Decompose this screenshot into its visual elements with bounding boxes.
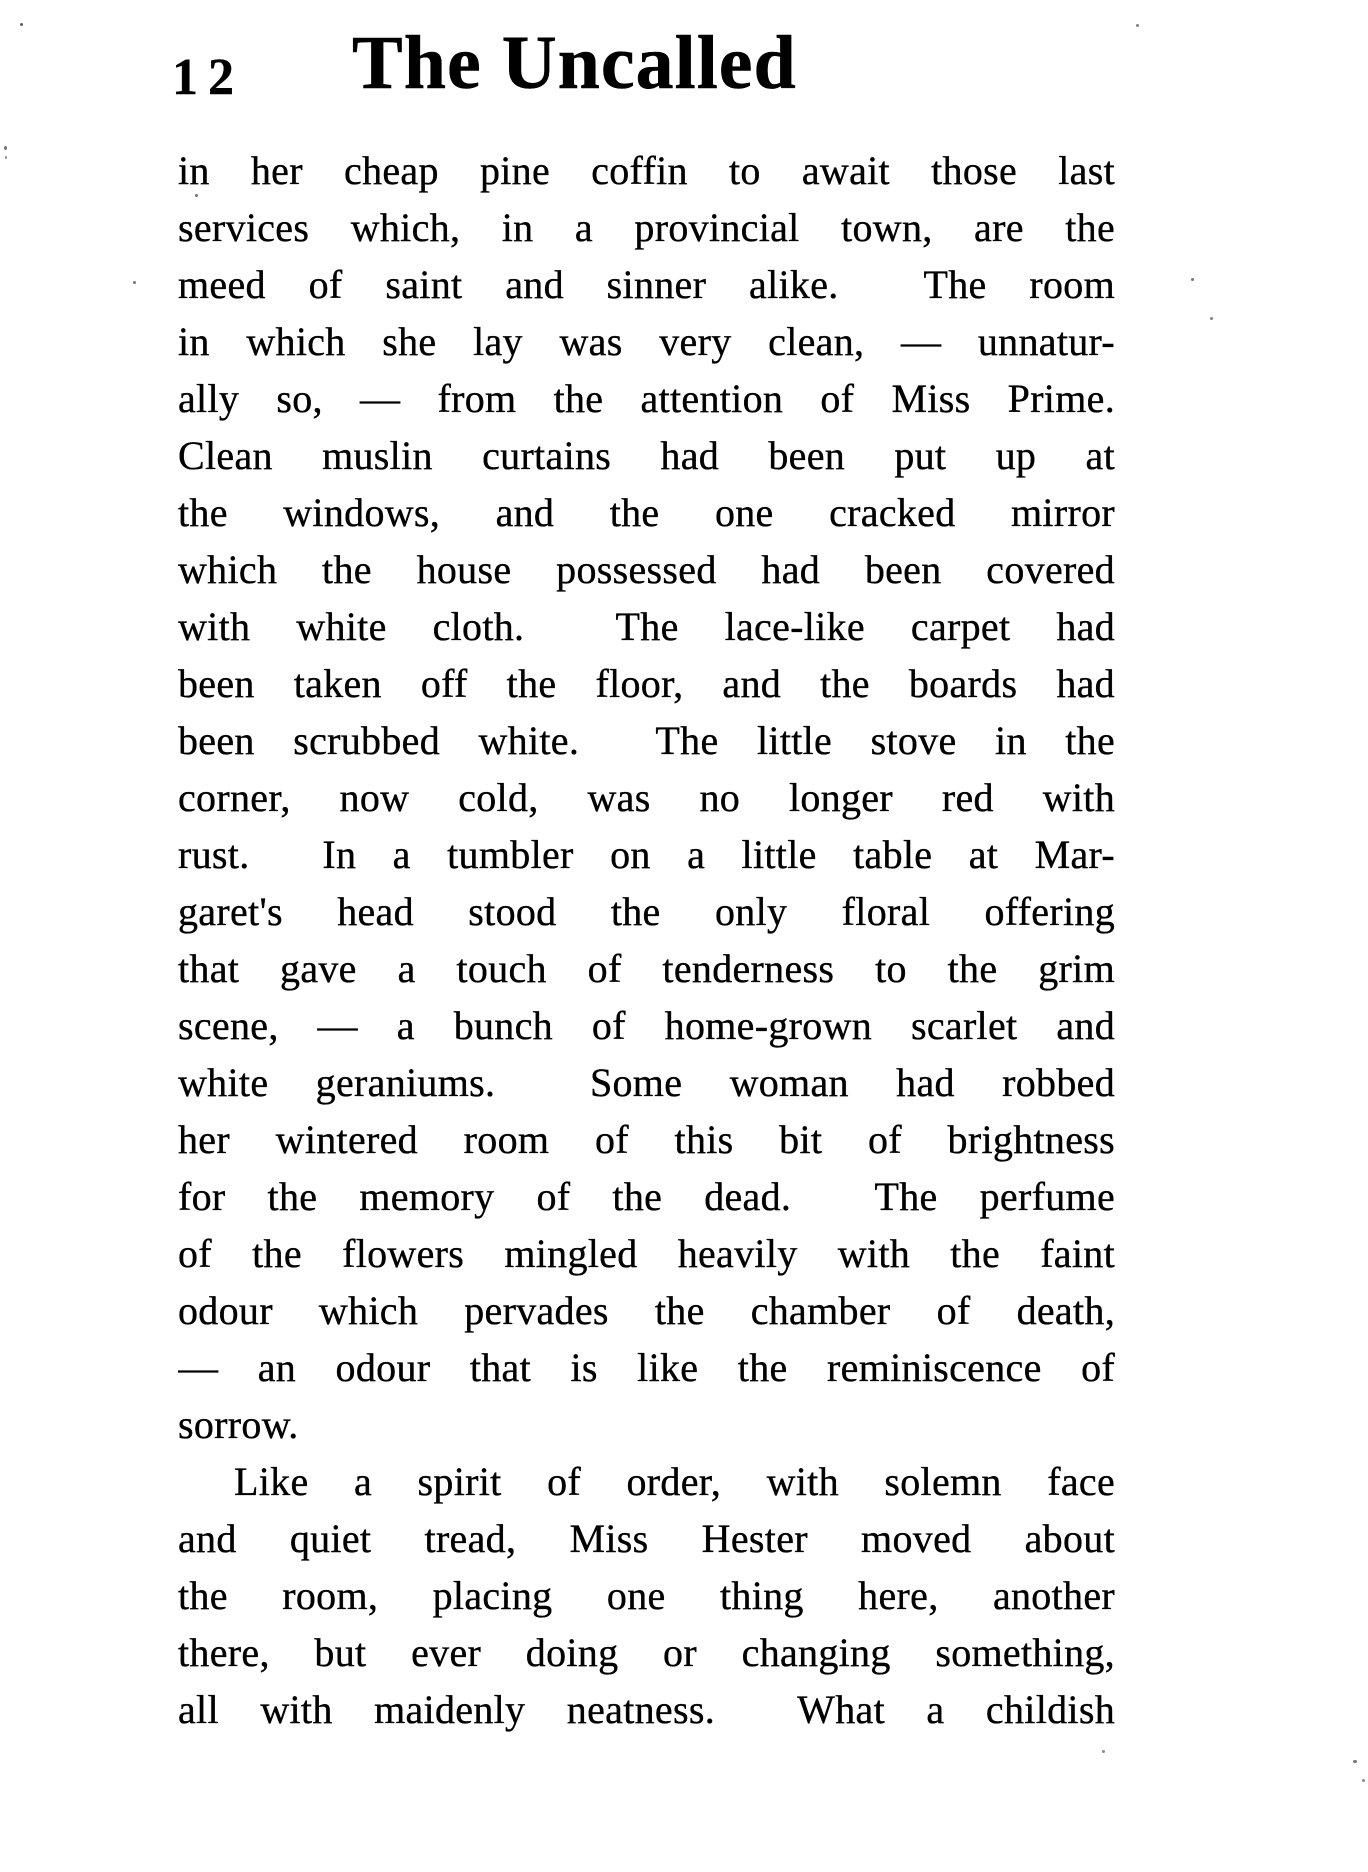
text-line: white geraniums. Some woman had robbed <box>178 1060 1115 1105</box>
text-line: the windows, and the one cracked mirror <box>178 490 1115 535</box>
scan-speck <box>5 156 7 159</box>
text-line: odour which pervades the chamber of death, <box>178 1288 1115 1333</box>
text-line: services which, in a provincial town, are the <box>178 205 1115 250</box>
scan-speck <box>20 23 23 26</box>
scan-speck <box>195 194 198 197</box>
text-line: been scrubbed white. The little stove in the <box>178 718 1115 763</box>
text-line: her wintered room of this bit of brightness <box>178 1117 1115 1162</box>
text-line: meed of saint and sinner alike. The room <box>178 262 1115 307</box>
text-line: rust. In a tumbler on a little table at Mar- <box>178 832 1115 877</box>
text-line: with white cloth. The lace-like carpet had <box>178 604 1115 649</box>
scan-speck <box>1210 317 1213 320</box>
text-line: of the flowers mingled heavily with the faint <box>178 1231 1115 1276</box>
text-line: been taken off the floor, and the boards had <box>178 661 1115 706</box>
text-line: ally so, — from the attention of Miss Prime. <box>178 376 1115 421</box>
text-line: — an odour that is like the reminiscence of <box>178 1345 1115 1390</box>
scan-speck <box>4 146 7 150</box>
text-line: the room, placing one thing here, another <box>178 1573 1115 1618</box>
text-line: Like a spirit of order, with solemn face <box>234 1459 1115 1504</box>
text-line: scene, — a bunch of home-grown scarlet and <box>178 1003 1115 1048</box>
text-line: Clean muslin curtains had been put up at <box>178 433 1115 478</box>
text-line: garet's head stood the only floral offering <box>178 889 1115 934</box>
scan-speck <box>1353 1760 1357 1763</box>
body-text <box>178 142 1115 1738</box>
text-line: sorrow. <box>178 1402 299 1447</box>
text-line: all with maidenly neatness. What a childish <box>178 1687 1115 1732</box>
scan-speck <box>1362 1779 1365 1782</box>
text-line: in which she lay was very clean, — unnatur- <box>178 319 1115 364</box>
text-line: there, but ever doing or changing something, <box>178 1630 1115 1675</box>
page-number: 12 <box>172 49 244 106</box>
running-title: The Uncalled <box>352 21 797 105</box>
text-line: for the memory of the dead. The perfume <box>178 1174 1115 1219</box>
scan-speck <box>133 281 136 284</box>
text-line: corner, now cold, was no longer red with <box>178 775 1115 820</box>
scan-speck <box>1191 278 1194 281</box>
text-line: and quiet tread, Miss Hester moved about <box>178 1516 1115 1561</box>
text-line: that gave a touch of tenderness to the grim <box>178 946 1115 991</box>
text-line: in her cheap pine coffin to await those last <box>178 148 1115 193</box>
text-line: which the house possessed had been covered <box>178 547 1115 592</box>
scan-speck <box>1136 24 1139 27</box>
scan-speck <box>1102 1750 1105 1753</box>
